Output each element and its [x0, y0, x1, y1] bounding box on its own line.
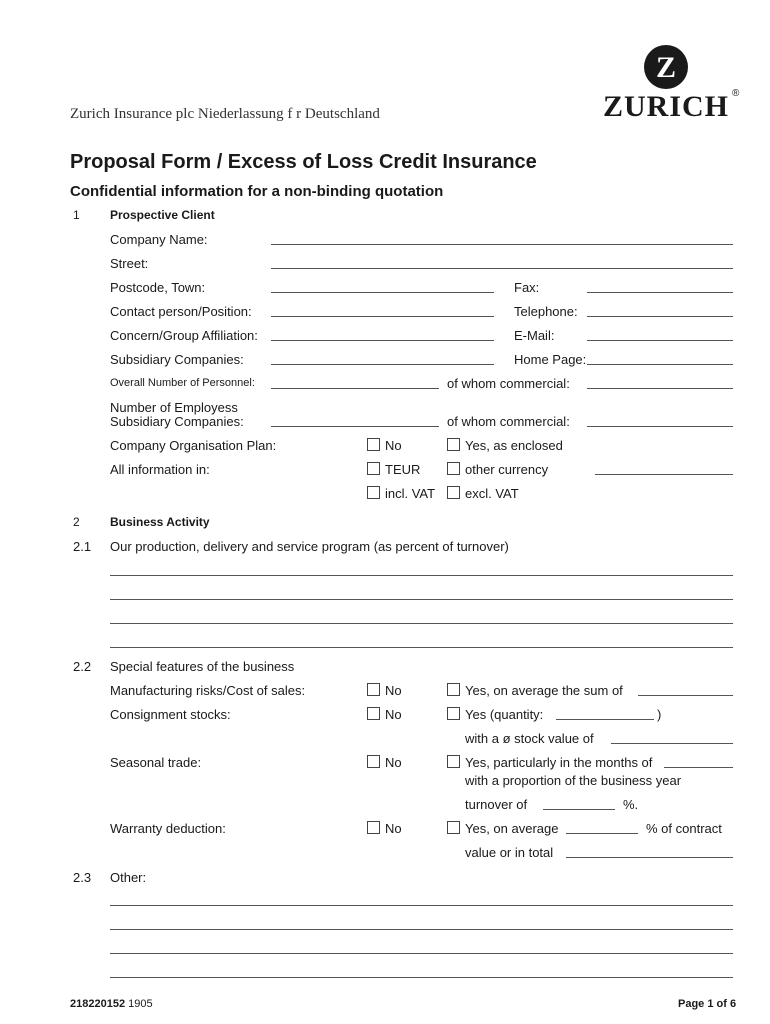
production-label: Our production, delivery and service program (as percent of turnover) [110, 539, 509, 554]
concern-label: Concern/Group Affiliation: [110, 328, 258, 343]
warranty-no-label: No [385, 821, 402, 836]
consignment-quantity-field[interactable] [556, 719, 654, 720]
form-code [70, 998, 153, 1010]
incl-vat-label: incl. VAT [385, 486, 436, 501]
all-info-label: All information in: [110, 462, 210, 477]
section2-heading: Business Activity [110, 515, 210, 529]
stock-value-field[interactable] [611, 743, 733, 744]
org-plan-no-checkbox[interactable] [367, 438, 380, 451]
other-line-1[interactable] [110, 905, 733, 906]
incl-vat-checkbox[interactable] [367, 486, 380, 499]
warranty-yes-checkbox[interactable] [447, 821, 460, 834]
consignment-yes-checkbox[interactable] [447, 707, 460, 720]
employees-commercial-label: of whom commercial: [447, 414, 570, 429]
other-currency-label: other currency [465, 462, 549, 477]
page-title [70, 151, 537, 174]
value-total-field[interactable] [566, 857, 733, 858]
manufacturing-sum-field[interactable] [638, 695, 733, 696]
form-code-number: 218220152 [70, 998, 126, 1010]
company-name-field[interactable] [271, 244, 733, 245]
teur-label: TEUR [385, 462, 421, 477]
production-line-4[interactable] [110, 647, 733, 648]
section2-number: 2 [73, 515, 80, 529]
excl-vat-label: excl. VAT [465, 486, 519, 501]
page-number: Page 1 of 6 [678, 998, 737, 1010]
proportion-label: with a proportion of the business year [465, 773, 682, 788]
org-plan-label: Company Organisation Plan: [110, 438, 277, 453]
employees-commercial-field[interactable] [587, 426, 733, 427]
homepage-field[interactable] [587, 364, 733, 365]
postcode-town-field[interactable] [271, 292, 494, 293]
warranty-no-checkbox[interactable] [367, 821, 380, 834]
warranty-label: Warranty deduction: [110, 821, 226, 836]
section1-number: 1 [73, 208, 80, 222]
stock-value-label: with a ø stock value of [465, 731, 594, 746]
other-line-2[interactable] [110, 929, 733, 930]
section23-number: 2.3 [73, 870, 92, 885]
warranty-yes-label: Yes, on average [465, 821, 559, 836]
warranty-percent-field[interactable] [566, 833, 638, 834]
manufacturing-yes-checkbox[interactable] [447, 683, 460, 696]
manufacturing-no-label: No [385, 683, 402, 698]
contact-field[interactable] [271, 316, 494, 317]
other-label: Other: [110, 870, 147, 885]
personnel-label: Overall Number of Personnel: [110, 377, 255, 389]
street-label: Street: [110, 256, 149, 271]
personnel-commercial-field[interactable] [587, 388, 733, 389]
turnover-field[interactable] [543, 809, 615, 810]
telephone-field[interactable] [587, 316, 733, 317]
turnover-percent-label: %. [623, 797, 639, 812]
production-line-3[interactable] [110, 623, 733, 624]
fax-field[interactable] [587, 292, 733, 293]
excl-vat-checkbox[interactable] [447, 486, 460, 499]
org-plan-no-label: No [385, 438, 402, 453]
other-line-3[interactable] [110, 953, 733, 954]
seasonal-label: Seasonal trade: [110, 755, 202, 770]
value-total-label: value or in total [465, 845, 554, 860]
other-currency-field[interactable] [595, 474, 733, 475]
seasonal-no-label: No [385, 755, 402, 770]
postcode-town-label: Postcode, Town: [110, 280, 206, 295]
consignment-label: Consignment stocks: [110, 707, 231, 722]
form-code-version: 1905 [128, 998, 153, 1010]
production-line-1[interactable] [110, 575, 733, 576]
seasonal-yes-checkbox[interactable] [447, 755, 460, 768]
employees-label-line1: Number of Employess [110, 400, 238, 415]
teur-checkbox[interactable] [367, 462, 380, 475]
personnel-field[interactable] [271, 388, 439, 389]
section22-number: 2.2 [73, 659, 92, 674]
registered-mark: ® [732, 88, 740, 99]
seasonal-months-field[interactable] [664, 767, 733, 768]
special-features-label: Special features of the business [110, 659, 295, 674]
page-subtitle: Confidential information for a non-binding quotation [70, 183, 444, 200]
email-field[interactable] [587, 340, 733, 341]
zurich-logo-mark [643, 44, 689, 90]
company-name-label: Company Name: [110, 232, 208, 247]
telephone-label: Telephone: [514, 304, 578, 319]
fax-label: Fax: [514, 280, 540, 295]
concern-field[interactable] [271, 340, 494, 341]
section1-heading: Prospective Client [110, 208, 215, 222]
consignment-close-paren: ) [657, 707, 662, 722]
consignment-no-label: No [385, 707, 402, 722]
employees-field[interactable] [271, 426, 439, 427]
subsidiaries-field[interactable] [271, 364, 494, 365]
seasonal-yes-label: Yes, particularly in the months of [465, 755, 653, 770]
section21-number: 2.1 [73, 539, 92, 554]
logo-mark-letter: Z [655, 51, 677, 84]
company-name: Zurich Insurance plc Niederlassung f r Deutschland [70, 106, 380, 122]
turnover-of-label: turnover of [465, 797, 528, 812]
manufacturing-yes-label: Yes, on average the sum of [465, 683, 623, 698]
manufacturing-no-checkbox[interactable] [367, 683, 380, 696]
homepage-label: Home Page: [514, 352, 587, 367]
other-currency-checkbox[interactable] [447, 462, 460, 475]
subsidiaries-label: Subsidiary Companies: [110, 352, 244, 367]
manufacturing-label: Manufacturing risks/Cost of sales: [110, 683, 306, 698]
street-field[interactable] [271, 268, 733, 269]
org-plan-yes-label: Yes, as enclosed [465, 438, 563, 453]
warranty-contract-label: % of contract [646, 821, 722, 836]
consignment-yes-label: Yes (quantity: [465, 707, 544, 722]
production-line-2[interactable] [110, 599, 733, 600]
personnel-commercial-label: of whom commercial: [447, 376, 570, 391]
seasonal-no-checkbox[interactable] [367, 755, 380, 768]
other-line-4[interactable] [110, 977, 733, 978]
contact-label: Contact person/Position: [110, 304, 252, 319]
email-label: E-Mail: [514, 328, 555, 343]
consignment-no-checkbox[interactable] [367, 707, 380, 720]
org-plan-yes-checkbox[interactable] [447, 438, 460, 451]
employees-label-line2: Subsidiary Companies: [110, 414, 244, 429]
zurich-logo-text: ZURICH [603, 90, 730, 123]
page-title-text: Proposal Form / Excess of Loss Credit Insurance [70, 151, 537, 173]
